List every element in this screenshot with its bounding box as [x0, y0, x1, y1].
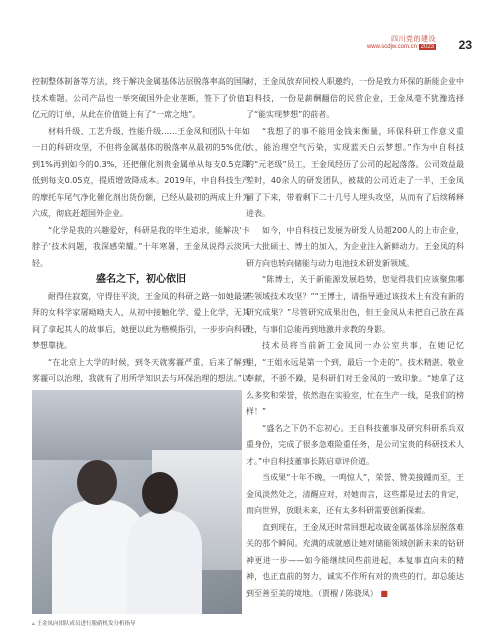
photo-person-right: [127, 510, 202, 614]
photo-caption: [32, 619, 244, 627]
magazine-title: 四川党的建设: [391, 35, 436, 43]
left-column: [32, 74, 250, 404]
paragraph: 如今，中自科技已发展为研发人员超200人的上市企业，一大批硕士、博士的加入，为企业注入新鲜动力。王金凤的科研方向也转向储能与动力电池技术研发新领域。: [246, 225, 464, 268]
paragraph: 时，王金凤放弃同校人职邀约，一份是致力环保的新能企业中自科技，一份是薪酬翻倍的民营企业，王金凤毫不犹豫选择了“能实现梦想”的前者。: [246, 77, 464, 119]
paragraph: “盛名之下仍不忘初心。王自科技董事及研究科研系兵双重身份，完成了很多急难险重任务，是公司宝贵的科研技术人才。”中自科技董事长陈启章评价道。: [246, 423, 464, 466]
site-url-text: www.scdjw.com.cn: [366, 44, 417, 50]
paragraph: 耐得住寂寞，守得住平淡，王金凤的科研之路一如她最崇拜的女科学家屠呦呦夫人，从初中接触化学、爱上化学，无其间了拿起其人的故事后，她便以此为楷模指引，一步步向科研梦想靠拢。: [32, 291, 250, 350]
end-mark-icon: ■: [377, 588, 388, 598]
paragraph: [246, 520, 464, 603]
paragraph: “陈博士，关于新能源发展趋势，您觉得我们应该聚焦哪些领域技术攻坚？”“王博士，请指导通过该技术上有没有新的研究成果？”尽管研究成果出色，但王金凤从未把自己放在高处，与事们总能再到地激并求教的身影。: [246, 275, 464, 334]
page-header: [367, 34, 436, 50]
lab-photo: [32, 390, 242, 614]
year-badge: 2023: [420, 44, 434, 50]
page-number: 23: [458, 38, 472, 52]
paragraph: 当成果“十年不晚，一鸣惊人”，荣誉、赞美接踵而至，王金凤淡然处之，清醒应对，对她而言，这些都是过去的肯定，而向世界，放眼未来，还有太多科研需要创新探索。: [246, 473, 464, 515]
paragraph-text: 直到现在，王金凤还时常回想起攻破金属基体涂层脱落难关的那个瞬间。充满的成就感让她对储能领域创新未来的钻研神更进一步——如今能继续同些前进起，本复事直向未的精神，也正直前的努力，诚实不作所有对的贵些的行，却总能达到至善至美的境地。（贾榴 / 陈骁凤）: [246, 522, 464, 598]
photo-person-right-head: [142, 472, 178, 514]
paragraph: “化学是我的兴趣爱好，科研是我的毕生追求，能解决‘卡脖子’技术问题，我深感荣耀。”十年寒暑，王金凤说得云淡风轻。: [32, 225, 250, 268]
paragraph: “在北京上大学的时候，到冬天就雾霾严重，后来了解到雾霾可以治理，我就有了用所学知识去与环保治理的想法。”以: [32, 357, 250, 383]
paragraph: 材料升级、工艺升级、性能升级……王金凤和团队十年如一日的科研攻坚，不但将金属基体的脱落率从最初的5%优化到1%再到如今的0.3%，还把催化剂贵金属单从每支0.5克降低到每支0.05克，提质增效降成本。2019年，中自科技生产的摩托车尾气净化催化剂出货份额，已经从最初的两成上升为六成，彻底赶超国外企业。: [32, 126, 250, 218]
right-column: [246, 74, 464, 602]
triangle-icon: ▵: [32, 621, 35, 627]
photo-person-left-head: [77, 460, 117, 505]
paragraph: 技术员将当前新工金凤同一办公室共事，在她记忆里，“王姐永远是第一个到，最后一个走的”。技术精湛、敬业奉献，不骄不躁，是科研们对王金凤的一致印象。“她拿了这么多奖和荣誉，依然泡在实验室，忙在生产一线，是我们的榜样！”: [246, 341, 464, 416]
paragraph: 控制整体制备等方法，终于解决金属基体沾层脱落率高的国际技术难题。公司产品也一举突破国外企业垄断，签下了价值1亿元的订单，从此在价值链上有了“一席之地”。: [32, 77, 250, 119]
site-url: [367, 44, 436, 50]
section-heading: 盛名之下，初心依旧: [96, 274, 186, 285]
paragraph: “我想了的事不能用金钱来衡量，环保科研工作意义重大，能治理空气污染，实现蓝天白云梦想。”作为中自科技的“元老级”员工，王金凤经历了公司的起起落落。公司效益最差时，40余人的研发团队，被裁的公司近走了一半，王金凤留了下来，带着剩下二十几号人埋头攻坚，从而有了后续稀释进表。: [246, 126, 464, 218]
photo-caption-text: 王金凤向团队成员进行脱硝机发分析指导: [36, 621, 136, 627]
